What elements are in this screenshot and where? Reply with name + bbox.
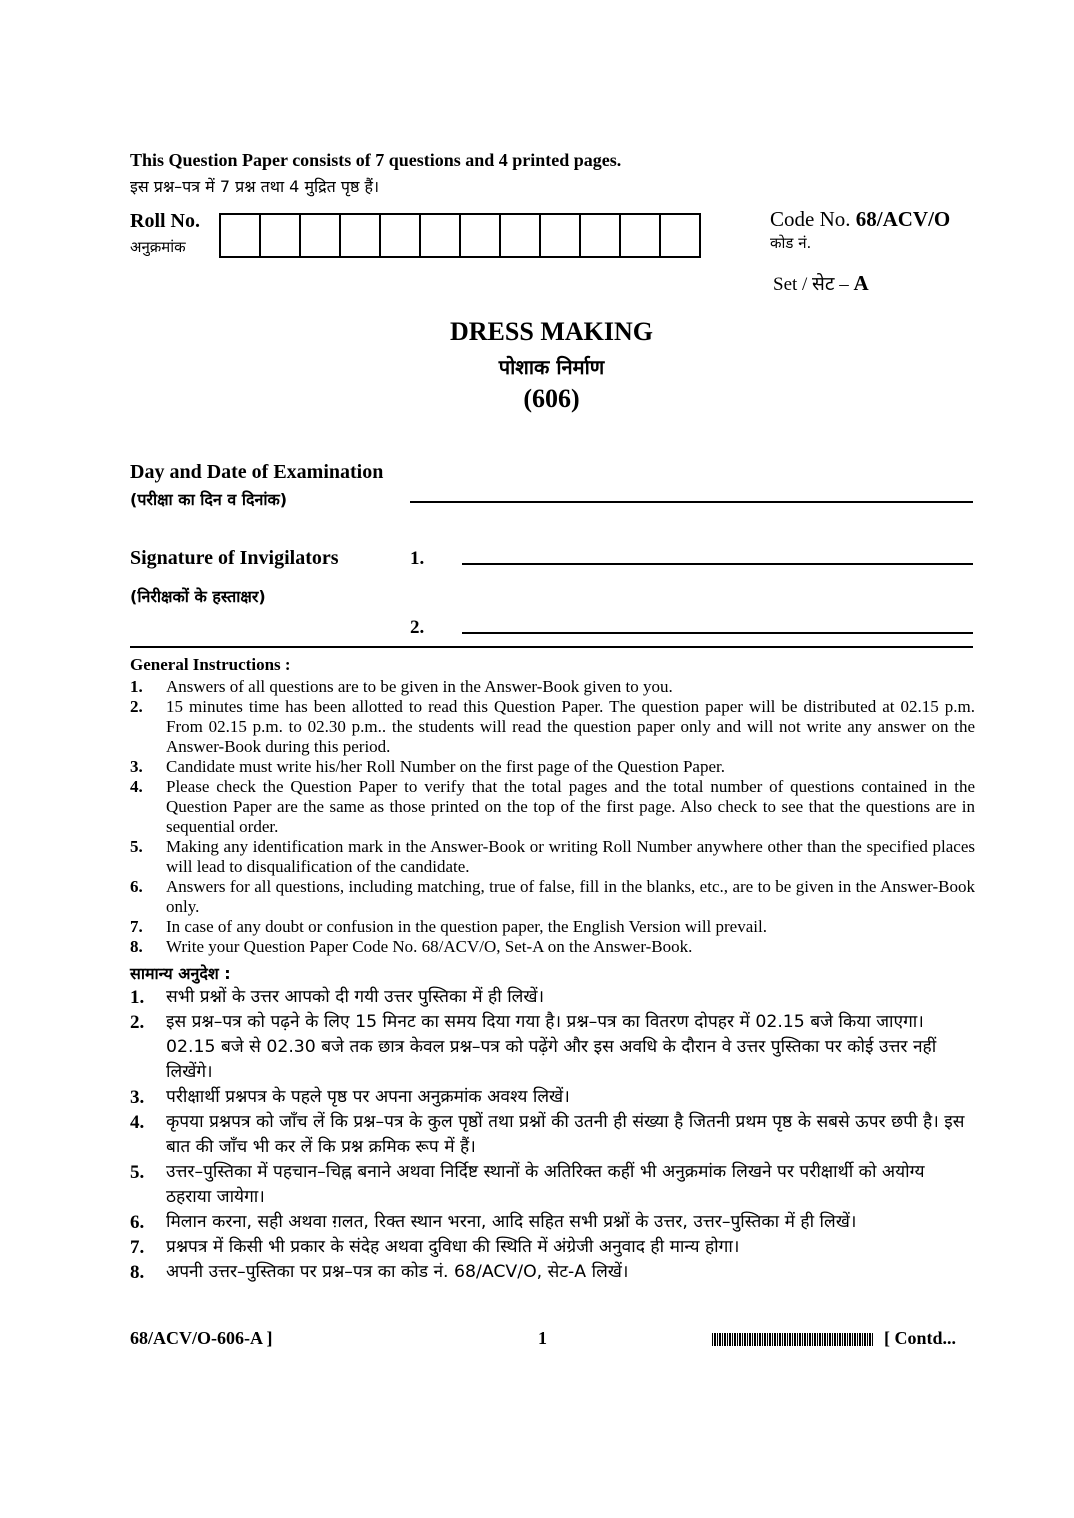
code-no-label-hi: कोड नं. bbox=[770, 234, 812, 252]
pages-info-hi: इस प्रश्न–पत्र में 7 प्रश्न तथा 4 मुद्रित पृष्ठ हैं। bbox=[130, 177, 380, 196]
footer-paper-code: 68/ACV/O-606-A ] bbox=[130, 1328, 273, 1348]
code-no bbox=[770, 207, 950, 232]
item-text: Answers for all questions, including matching, true of false, fill in the blanks, etc., are to be given in the Answer-Book only. bbox=[166, 877, 975, 916]
list-item bbox=[130, 757, 975, 777]
item-number: 6. bbox=[130, 1212, 145, 1233]
exam-date-label: Day and Date of Examination bbox=[130, 461, 384, 483]
roll-digit-box[interactable] bbox=[221, 215, 261, 256]
item-text: Candidate must write his/her Roll Number on the first page of the Question Paper. bbox=[166, 757, 725, 776]
list-item bbox=[130, 985, 975, 1010]
roll-no-label: Roll No. bbox=[130, 210, 200, 232]
item-number: 7. bbox=[130, 917, 143, 936]
general-instructions-title-hi: सामान्य अनुदेश : bbox=[130, 964, 231, 983]
continued-label: [ Contd... bbox=[884, 1328, 957, 1348]
signature-line-2[interactable] bbox=[462, 632, 973, 634]
item-number: 3. bbox=[130, 757, 143, 776]
roll-no-label-hi: अनुक्रमांक bbox=[130, 238, 186, 256]
roll-digit-box[interactable] bbox=[421, 215, 461, 256]
list-item bbox=[130, 837, 975, 877]
list-item bbox=[130, 937, 975, 957]
list-item bbox=[130, 1210, 975, 1235]
exam-date-line[interactable] bbox=[410, 501, 973, 503]
list-item bbox=[130, 1085, 975, 1110]
roll-digit-box[interactable] bbox=[381, 215, 421, 256]
roll-digit-box[interactable] bbox=[661, 215, 699, 256]
list-item bbox=[130, 1235, 975, 1260]
code-no-value: 68/ACV/O bbox=[855, 207, 951, 231]
roll-digit-box[interactable] bbox=[541, 215, 581, 256]
section-divider bbox=[130, 646, 973, 648]
general-instructions-list-hi bbox=[130, 985, 975, 1285]
item-text: कृपया प्रश्नपत्र को जाँच लें कि प्रश्न–पत्र के कुल पृष्ठों तथा प्रश्नों की उतनी ही संख्या है जितनी प्रथम पृष्ठ के सबसे ऊपर छपी है। इस बात की जाँच भी कर लें कि प्रश्न क्रमिक रूप में हैं। bbox=[166, 1112, 965, 1157]
set-info bbox=[773, 270, 869, 296]
item-number: 1. bbox=[130, 987, 145, 1008]
item-number: 2. bbox=[130, 697, 143, 716]
item-number: 8. bbox=[130, 1262, 145, 1283]
item-text: In case of any doubt or confusion in the question paper, the English Version will prevail. bbox=[166, 917, 767, 936]
roll-digit-box[interactable] bbox=[341, 215, 381, 256]
pages-info-en: This Question Paper consists of 7 questions and 4 printed pages. bbox=[130, 150, 622, 170]
item-text: इस प्रश्न–पत्र को पढ़ने के लिए 15 मिनट का समय दिया गया है। प्रश्न–पत्र का वितरण दोपहर में 02.15 बजे किया जाएगा। 02.15 बजे से 02.30 बजे तक छात्र केवल प्रश्न–पत्र को पढ़ेंगे और इस अवधि के दौरान वे उत्तर पुस्तिका पर कोई उत्तर नहीं लिखेंगे। bbox=[166, 1012, 937, 1082]
list-item bbox=[130, 697, 975, 757]
item-number: 3. bbox=[130, 1087, 145, 1108]
set-label: Set / सेट – bbox=[773, 274, 849, 295]
item-text: Please check the Question Paper to verify that the total pages and the total number of questions contained in the Question Paper are the same as those printed on the top of the first page. Also check to see that the questions are in sequential order. bbox=[166, 777, 975, 836]
item-text: परीक्षार्थी प्रश्नपत्र के पहले पृष्ठ पर अपना अनुक्रमांक अवश्य लिखें। bbox=[166, 1087, 570, 1107]
item-number: 8. bbox=[130, 937, 143, 956]
list-item bbox=[130, 1160, 975, 1210]
set-value: A bbox=[853, 271, 869, 295]
item-number: 1. bbox=[130, 677, 143, 696]
list-item bbox=[130, 777, 975, 837]
page-number: 1 bbox=[538, 1328, 547, 1348]
invigilator-signature-label: Signature of Invigilators bbox=[130, 547, 339, 569]
subject-code: (606) bbox=[523, 384, 580, 413]
item-text: Write your Question Paper Code No. 68/ACV/O, Set-A on the Answer-Book. bbox=[166, 937, 693, 956]
roll-digit-box[interactable] bbox=[501, 215, 541, 256]
item-number: 4. bbox=[130, 777, 143, 796]
roll-no-boxes[interactable] bbox=[219, 213, 701, 258]
roll-digit-box[interactable] bbox=[301, 215, 341, 256]
list-item bbox=[130, 1260, 975, 1285]
subject-title: DRESS MAKING bbox=[450, 317, 653, 346]
list-item bbox=[130, 1110, 975, 1160]
item-text: प्रश्नपत्र में किसी भी प्रकार के संदेह अथवा दुविधा की स्थिति में अंग्रेजी अनुवाद ही मान्य होगा। bbox=[166, 1237, 740, 1257]
item-text: 15 minutes time has been allotted to read this Question Paper. The question paper will be distributed at 02.15 p.m. From 02.15 p.m. to 02.30 p.m.. the students will read the question paper only and will not write any answer on the Answer-Book during this period. bbox=[166, 697, 975, 756]
signature-line-1[interactable] bbox=[462, 563, 973, 565]
item-text: Answers of all questions are to be given in the Answer-Book given to you. bbox=[166, 677, 673, 696]
general-instructions-list bbox=[130, 677, 975, 957]
list-item bbox=[130, 877, 975, 917]
item-text: सभी प्रश्नों के उत्तर आपको दी गयी उत्तर पुस्तिका में ही लिखें। bbox=[166, 987, 545, 1007]
item-text: उत्तर–पुस्तिका में पहचान–चिह्न बनाने अथवा निर्दिष्ट स्थानों के अतिरिक्त कहीं भी अनुक्रमांक लिखने पर परीक्षार्थी को अयोग्य ठहराया जायेगा। bbox=[166, 1162, 925, 1207]
item-text: Making any identification mark in the Answer-Book or writing Roll Number anywhere other than the specified places will lead to disqualification of the candidate. bbox=[166, 837, 975, 876]
subject-title-hi: पोशाक निर्माण bbox=[498, 355, 605, 379]
exam-date-label-hi: (परीक्षा का दिन व दिनांक) bbox=[130, 490, 288, 509]
item-text: मिलान करना, सही अथवा ग़लत, रिक्त स्थान भरना, आदि सहित सभी प्रश्नों के उत्तर, उत्तर–पुस्तिका में ही लिखें। bbox=[166, 1212, 857, 1232]
list-item bbox=[130, 917, 975, 937]
invigilator-signature-label-hi: (निरीक्षकों के हस्ताक्षर) bbox=[130, 587, 266, 606]
signature-number-1: 1. bbox=[410, 548, 425, 569]
roll-digit-box[interactable] bbox=[261, 215, 301, 256]
roll-digit-box[interactable] bbox=[621, 215, 661, 256]
general-instructions-title: General Instructions : bbox=[130, 655, 291, 674]
item-number: 2. bbox=[130, 1012, 145, 1033]
list-item bbox=[130, 1010, 975, 1085]
item-number: 5. bbox=[130, 1162, 145, 1183]
item-number: 7. bbox=[130, 1237, 145, 1258]
roll-digit-box[interactable] bbox=[461, 215, 501, 256]
item-number: 4. bbox=[130, 1112, 145, 1133]
item-text: अपनी उत्तर–पुस्तिका पर प्रश्न–पत्र का कोड नं. 68/ACV/O, सेट-A लिखें। bbox=[166, 1262, 629, 1282]
code-no-label: Code No. bbox=[770, 207, 851, 231]
item-number: 6. bbox=[130, 877, 143, 896]
list-item bbox=[130, 677, 975, 697]
signature-number-2: 2. bbox=[410, 617, 425, 638]
roll-digit-box[interactable] bbox=[581, 215, 621, 256]
item-number: 5. bbox=[130, 837, 143, 856]
barcode-icon bbox=[712, 1333, 874, 1346]
